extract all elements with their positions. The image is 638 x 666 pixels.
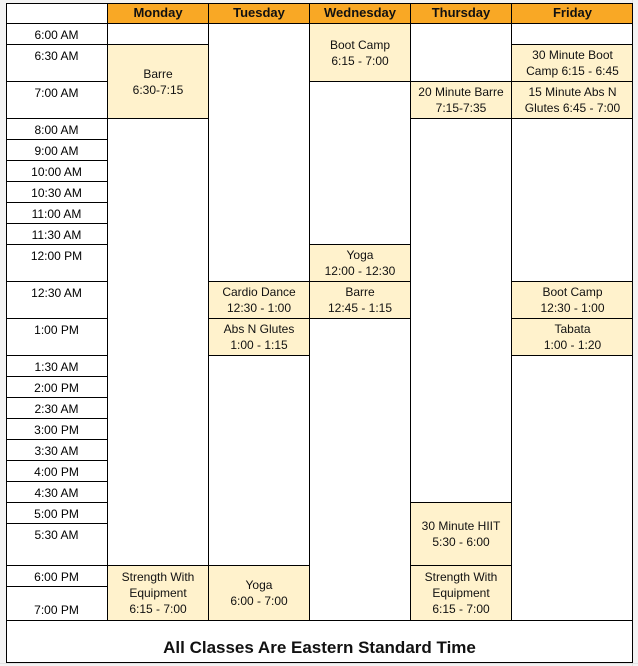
class-name: Boot Camp: [329, 37, 391, 52]
time-label: 6:30 AM: [6, 46, 107, 66]
header-tuesday: Tuesday: [209, 3, 309, 23]
header-monday: Monday: [108, 3, 208, 23]
class-time: 1:00 - 1:20: [543, 338, 602, 352]
class-time: 12:30 - 1:00: [226, 301, 292, 315]
time-label: 7:00 AM: [6, 83, 107, 103]
class-name: 30 Minute Boot: [532, 48, 613, 62]
class-time: 6:00 - 7:00: [230, 594, 288, 608]
time-label: 9:00 AM: [6, 141, 107, 161]
time-label: 6:00 PM: [6, 567, 107, 587]
time-label: 5:30 AM: [6, 525, 107, 545]
class-name: 20 Minute Barre: [418, 85, 504, 99]
time-label: 10:00 AM: [6, 162, 107, 182]
class-time: 5:30 - 6:00: [432, 535, 490, 549]
time-label: 2:30 AM: [6, 399, 107, 419]
class-name: Yoga: [346, 248, 374, 262]
class-time: 6:15 - 7:00: [432, 602, 490, 616]
class-name-cont: Equipment: [432, 586, 490, 600]
class-time: 7:15-7:35: [435, 101, 487, 115]
time-label: 3:30 AM: [6, 441, 107, 461]
time-label: 7:00 PM: [6, 600, 107, 620]
class-name: 15 Minute Abs N: [528, 85, 617, 99]
class-name: Yoga: [245, 578, 273, 592]
header-friday: Friday: [512, 3, 633, 23]
class-name: 30 Minute HIIT: [421, 519, 501, 533]
class-time: 1:00 - 1:15: [230, 338, 288, 352]
class-name: Tabata: [554, 322, 591, 336]
time-label: 11:00 AM: [6, 204, 107, 224]
class-name: Strength With: [424, 570, 498, 584]
class-time: 6:30-7:15: [132, 82, 184, 97]
class-time: Camp 6:15 - 6:45: [526, 64, 619, 78]
class-name: Barre: [345, 285, 375, 299]
time-label: 5:00 PM: [6, 504, 107, 524]
class-name: Barre: [143, 66, 173, 81]
class-name-cont: Equipment: [129, 586, 187, 600]
class-name: Boot Camp: [542, 285, 603, 299]
class-time: Glutes 6:45 - 7:00: [524, 101, 621, 115]
class-time: 12:45 - 1:15: [327, 301, 393, 315]
time-label: 10:30 AM: [6, 183, 107, 203]
time-label: 12:00 PM: [6, 246, 107, 266]
header-thursday: Thursday: [411, 3, 511, 23]
class-time: 6:15 - 7:00: [331, 53, 389, 68]
time-label: 3:00 PM: [6, 420, 107, 440]
time-label: 11:30 AM: [6, 225, 107, 245]
class-name: Strength With: [121, 570, 195, 584]
time-label: 12:30 AM: [6, 283, 107, 303]
header-wednesday: Wednesday: [310, 3, 410, 23]
class-time: 12:30 - 1:00: [540, 301, 605, 315]
time-label: 8:00 AM: [6, 120, 107, 140]
timezone-footer: All Classes Are Eastern Standard Time: [163, 638, 476, 657]
class-name: Cardio Dance: [222, 285, 296, 299]
class-time: 6:15 - 7:00: [129, 602, 187, 616]
time-label: 4:30 AM: [6, 483, 107, 503]
time-label: 4:00 PM: [6, 462, 107, 482]
class-time: 12:00 - 12:30: [324, 264, 396, 278]
time-label: 1:00 PM: [6, 320, 107, 340]
time-label: 6:00 AM: [6, 25, 107, 45]
time-label: 1:30 AM: [6, 357, 107, 377]
time-label: 2:00 PM: [6, 378, 107, 398]
class-name: Abs N Glutes: [223, 322, 295, 336]
